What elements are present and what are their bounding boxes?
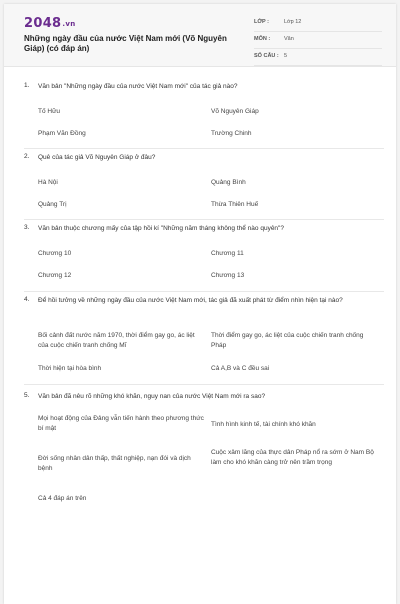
question-text: Văn bản "Những ngày đầu của nước Việt Nam mới" của tác giả nào?	[38, 83, 238, 90]
option-3c[interactable]: Chương 12	[38, 272, 72, 279]
worksheet-page	[4, 4, 396, 604]
question-number: 4.	[24, 296, 30, 303]
option-5c[interactable]: Đời sống nhân dân thấp, thất nghiệp, nạn đói và dịch bệnh	[38, 455, 191, 472]
question-text: Để hồi tưởng về những ngày đầu của nước Việt Nam mới, tác giả đã xuất phát từ điểm nhìn hiện tại nào?	[38, 297, 343, 304]
meta-label-class: LỚP :	[254, 19, 269, 25]
worksheet-header	[4, 4, 396, 67]
option-2c[interactable]: Quảng Trị	[38, 201, 67, 208]
meta-value-class: Lớp 12	[284, 19, 302, 25]
question-divider	[24, 148, 384, 149]
option-5d[interactable]: Cuộc xâm lăng của thực dân Pháp nổ ra sớm ở Nam Bộ làm cho khó khăn càng trở nên trầm trọng	[211, 449, 374, 466]
site-logo[interactable]	[24, 16, 76, 31]
question-divider	[24, 291, 384, 292]
option-2d[interactable]: Thừa Thiên Huế	[211, 201, 259, 208]
meta-row-class	[254, 17, 382, 32]
worksheet-title: Những ngày đầu của nước Việt Nam mới (Võ Nguyên Giáp) (có đáp án)	[24, 34, 227, 53]
question-divider	[24, 384, 384, 385]
option-1b[interactable]: Võ Nguyên Giáp	[211, 108, 259, 115]
option-4d[interactable]: Cả A,B và C đều sai	[211, 365, 270, 372]
question-text: Quê của tác giả Võ Nguyên Giáp ở đâu?	[38, 154, 156, 161]
option-1a[interactable]: Tố Hữu	[38, 108, 61, 115]
option-5e[interactable]: Cả 4 đáp án trên	[38, 495, 87, 502]
logo-text: 2048	[24, 16, 62, 31]
option-5b[interactable]: Tình hình kinh tế, tài chính khó khăn	[211, 421, 316, 428]
option-4a[interactable]: Bối cảnh đất nước năm 1970, thời điểm gay go, ác liệt của cuộc chiến tranh chống Mĩ	[38, 332, 195, 349]
question-text: Văn bản thuộc chương mấy của tập hồi kí "Những năm tháng không thể nào quyên"?	[38, 225, 284, 232]
meta-label-question-count: SỐ CÂU :	[254, 53, 279, 59]
question-number: 5.	[24, 392, 30, 399]
option-4c[interactable]: Thời hiện tại hòa bình	[38, 365, 102, 372]
question-text: Văn bản đã nêu rõ những khó khăn, nguy nan của nước Việt Nam mới ra sao?	[38, 393, 266, 400]
option-1c[interactable]: Phạm Văn Đồng	[38, 130, 86, 137]
option-3d[interactable]: Chương 13	[211, 272, 245, 279]
worksheet-meta	[254, 17, 382, 68]
option-4b[interactable]: Thời điểm gay go, ác liệt của cuộc chiến tranh chống Pháp	[211, 332, 364, 349]
meta-row-subject	[254, 34, 382, 49]
question-number: 3.	[24, 224, 30, 231]
question-number: 1.	[24, 82, 30, 89]
option-3b[interactable]: Chương 11	[211, 250, 244, 257]
option-1d[interactable]: Trường Chinh	[211, 130, 252, 137]
meta-value-question-count: 5	[284, 53, 288, 59]
option-2b[interactable]: Quảng Bình	[211, 179, 246, 186]
option-3a[interactable]: Chương 10	[38, 250, 72, 257]
option-5a[interactable]: Mọi hoạt động của Đảng vẫn tiến hành theo phương thức bí mật	[38, 415, 204, 432]
question-divider	[24, 219, 384, 220]
logo-suffix: .vn	[62, 20, 76, 28]
meta-value-subject: Văn	[284, 36, 294, 42]
question-number: 2.	[24, 153, 30, 160]
option-2a[interactable]: Hà Nội	[38, 179, 58, 186]
meta-row-question-count	[254, 51, 382, 66]
meta-label-subject: MÔN :	[254, 36, 271, 42]
